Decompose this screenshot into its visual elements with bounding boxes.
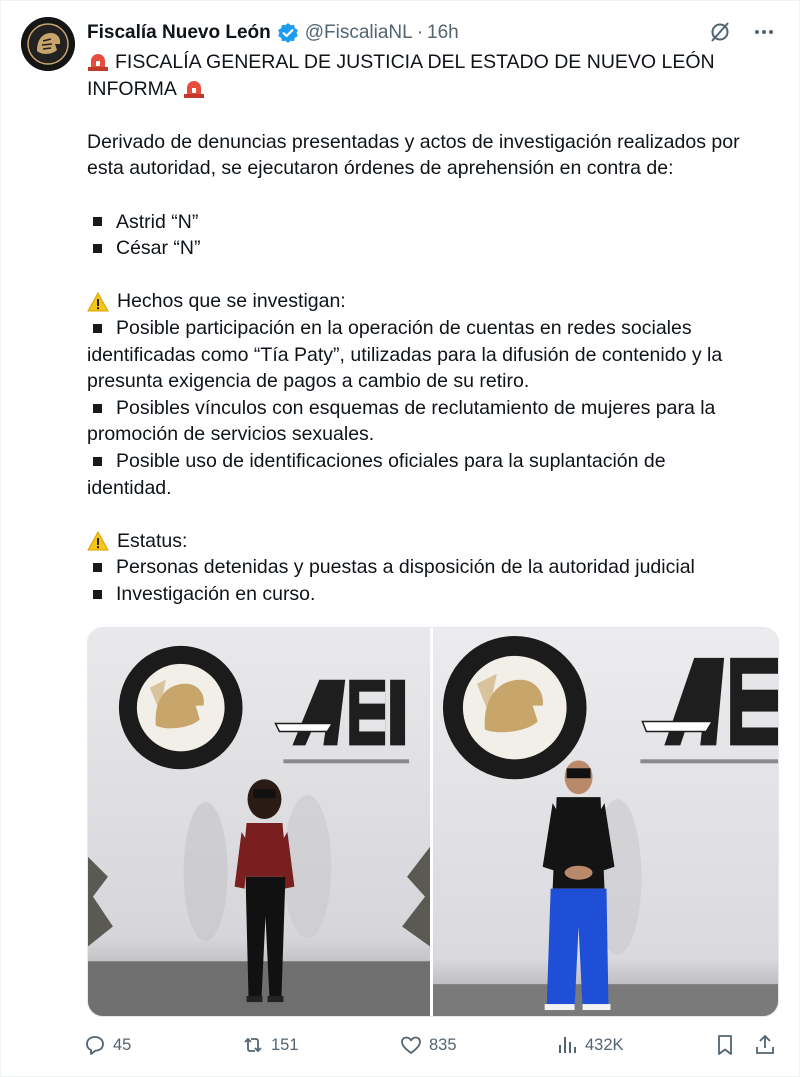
- tweet-text: [87, 49, 787, 607]
- views-count: 432K: [585, 1035, 624, 1054]
- photo-right[interactable]: [433, 628, 778, 1016]
- person-item: [87, 235, 787, 262]
- share-icon: [753, 1033, 777, 1057]
- bookmark-button[interactable]: [713, 1033, 737, 1057]
- share-button[interactable]: [753, 1033, 777, 1057]
- repost-button[interactable]: [241, 1033, 299, 1057]
- fact-item: [87, 448, 787, 475]
- bullet-icon: [93, 563, 102, 572]
- like-count: 835: [429, 1035, 457, 1054]
- headline-line: [87, 49, 787, 76]
- siren-icon: [183, 79, 205, 99]
- bookmark-icon: [713, 1033, 737, 1057]
- bullet-icon: [93, 457, 102, 466]
- views-icon: [555, 1033, 579, 1057]
- person-item: [87, 209, 787, 236]
- like-button[interactable]: [399, 1033, 457, 1057]
- action-bar: [83, 1033, 783, 1063]
- warning-icon: [87, 292, 109, 312]
- person-name: César “N”: [116, 237, 201, 260]
- avatar[interactable]: [21, 17, 75, 71]
- status-heading-text: Estatus:: [117, 529, 188, 552]
- photo-left[interactable]: [88, 628, 430, 1016]
- timestamp[interactable]: 16h: [427, 22, 459, 43]
- headline-line-2: [87, 76, 787, 103]
- like-icon: [399, 1033, 423, 1057]
- siren-icon: [87, 52, 109, 72]
- views-button[interactable]: [555, 1033, 624, 1057]
- verified-badge-icon: [277, 22, 299, 44]
- facts-heading-text: Hechos que se investigan:: [117, 290, 346, 313]
- repost-icon: [241, 1033, 265, 1057]
- media-gallery[interactable]: [87, 627, 779, 1017]
- fact-continuation: identidad.: [87, 476, 172, 499]
- reply-icon: [83, 1033, 107, 1057]
- fiscalia-logo-icon: [21, 17, 75, 71]
- bullet-icon: [93, 404, 102, 413]
- fact-continuation: identificadas como “Tía Paty”, utilizadas para la difusión de contenido y la: [87, 343, 723, 366]
- bullet-icon: [93, 324, 102, 333]
- bullet-icon: [93, 590, 102, 599]
- top-actions: [707, 19, 777, 45]
- tweet-header: [87, 19, 459, 47]
- repost-count: 151: [271, 1035, 299, 1054]
- status-item: [87, 554, 787, 581]
- facts-heading: [87, 288, 787, 315]
- warning-icon: [87, 531, 109, 551]
- reply-count: 45: [113, 1035, 132, 1054]
- headline-text: FISCALÍA GENERAL DE JUSTICIA DEL ESTADO DE NUEVO LEÓN: [115, 51, 715, 73]
- intro-line-2: esta autoridad, se ejecutaron órdenes de aprehensión en contra de:: [87, 157, 674, 180]
- fact-item: [87, 395, 787, 422]
- intro-line-1: Derivado de denuncias presentadas y actos de investigación realizados por: [87, 130, 740, 153]
- fact-continuation: presunta exigencia de pagos a cambio de su retiro.: [87, 370, 530, 393]
- account-handle[interactable]: @FiscaliaNL: [304, 22, 413, 43]
- separator: ·: [416, 22, 424, 43]
- person-name: Astrid “N”: [116, 210, 199, 233]
- fact-text: Posible uso de identificaciones oficiales para la suplantación de: [116, 449, 666, 472]
- status-text: Investigación en curso.: [116, 582, 316, 605]
- fact-continuation: promoción de servicios sexuales.: [87, 423, 375, 446]
- bullet-icon: [93, 244, 102, 253]
- more-icon[interactable]: [751, 19, 777, 45]
- status-text: Personas detenidas y puestas a disposición de la autoridad judicial: [116, 556, 695, 579]
- fact-item: [87, 315, 787, 342]
- status-heading: [87, 528, 787, 555]
- account-name[interactable]: Fiscalía Nuevo León: [87, 22, 271, 43]
- headline-text-2: INFORMA: [87, 77, 177, 100]
- grok-icon[interactable]: [707, 19, 733, 45]
- fact-text: Posibles vínculos con esquemas de reclutamiento de mujeres para la: [116, 396, 716, 419]
- fact-text: Posible participación en la operación de cuentas en redes sociales: [116, 316, 692, 339]
- bullet-icon: [93, 217, 102, 226]
- status-item: [87, 581, 787, 608]
- reply-button[interactable]: [83, 1033, 131, 1057]
